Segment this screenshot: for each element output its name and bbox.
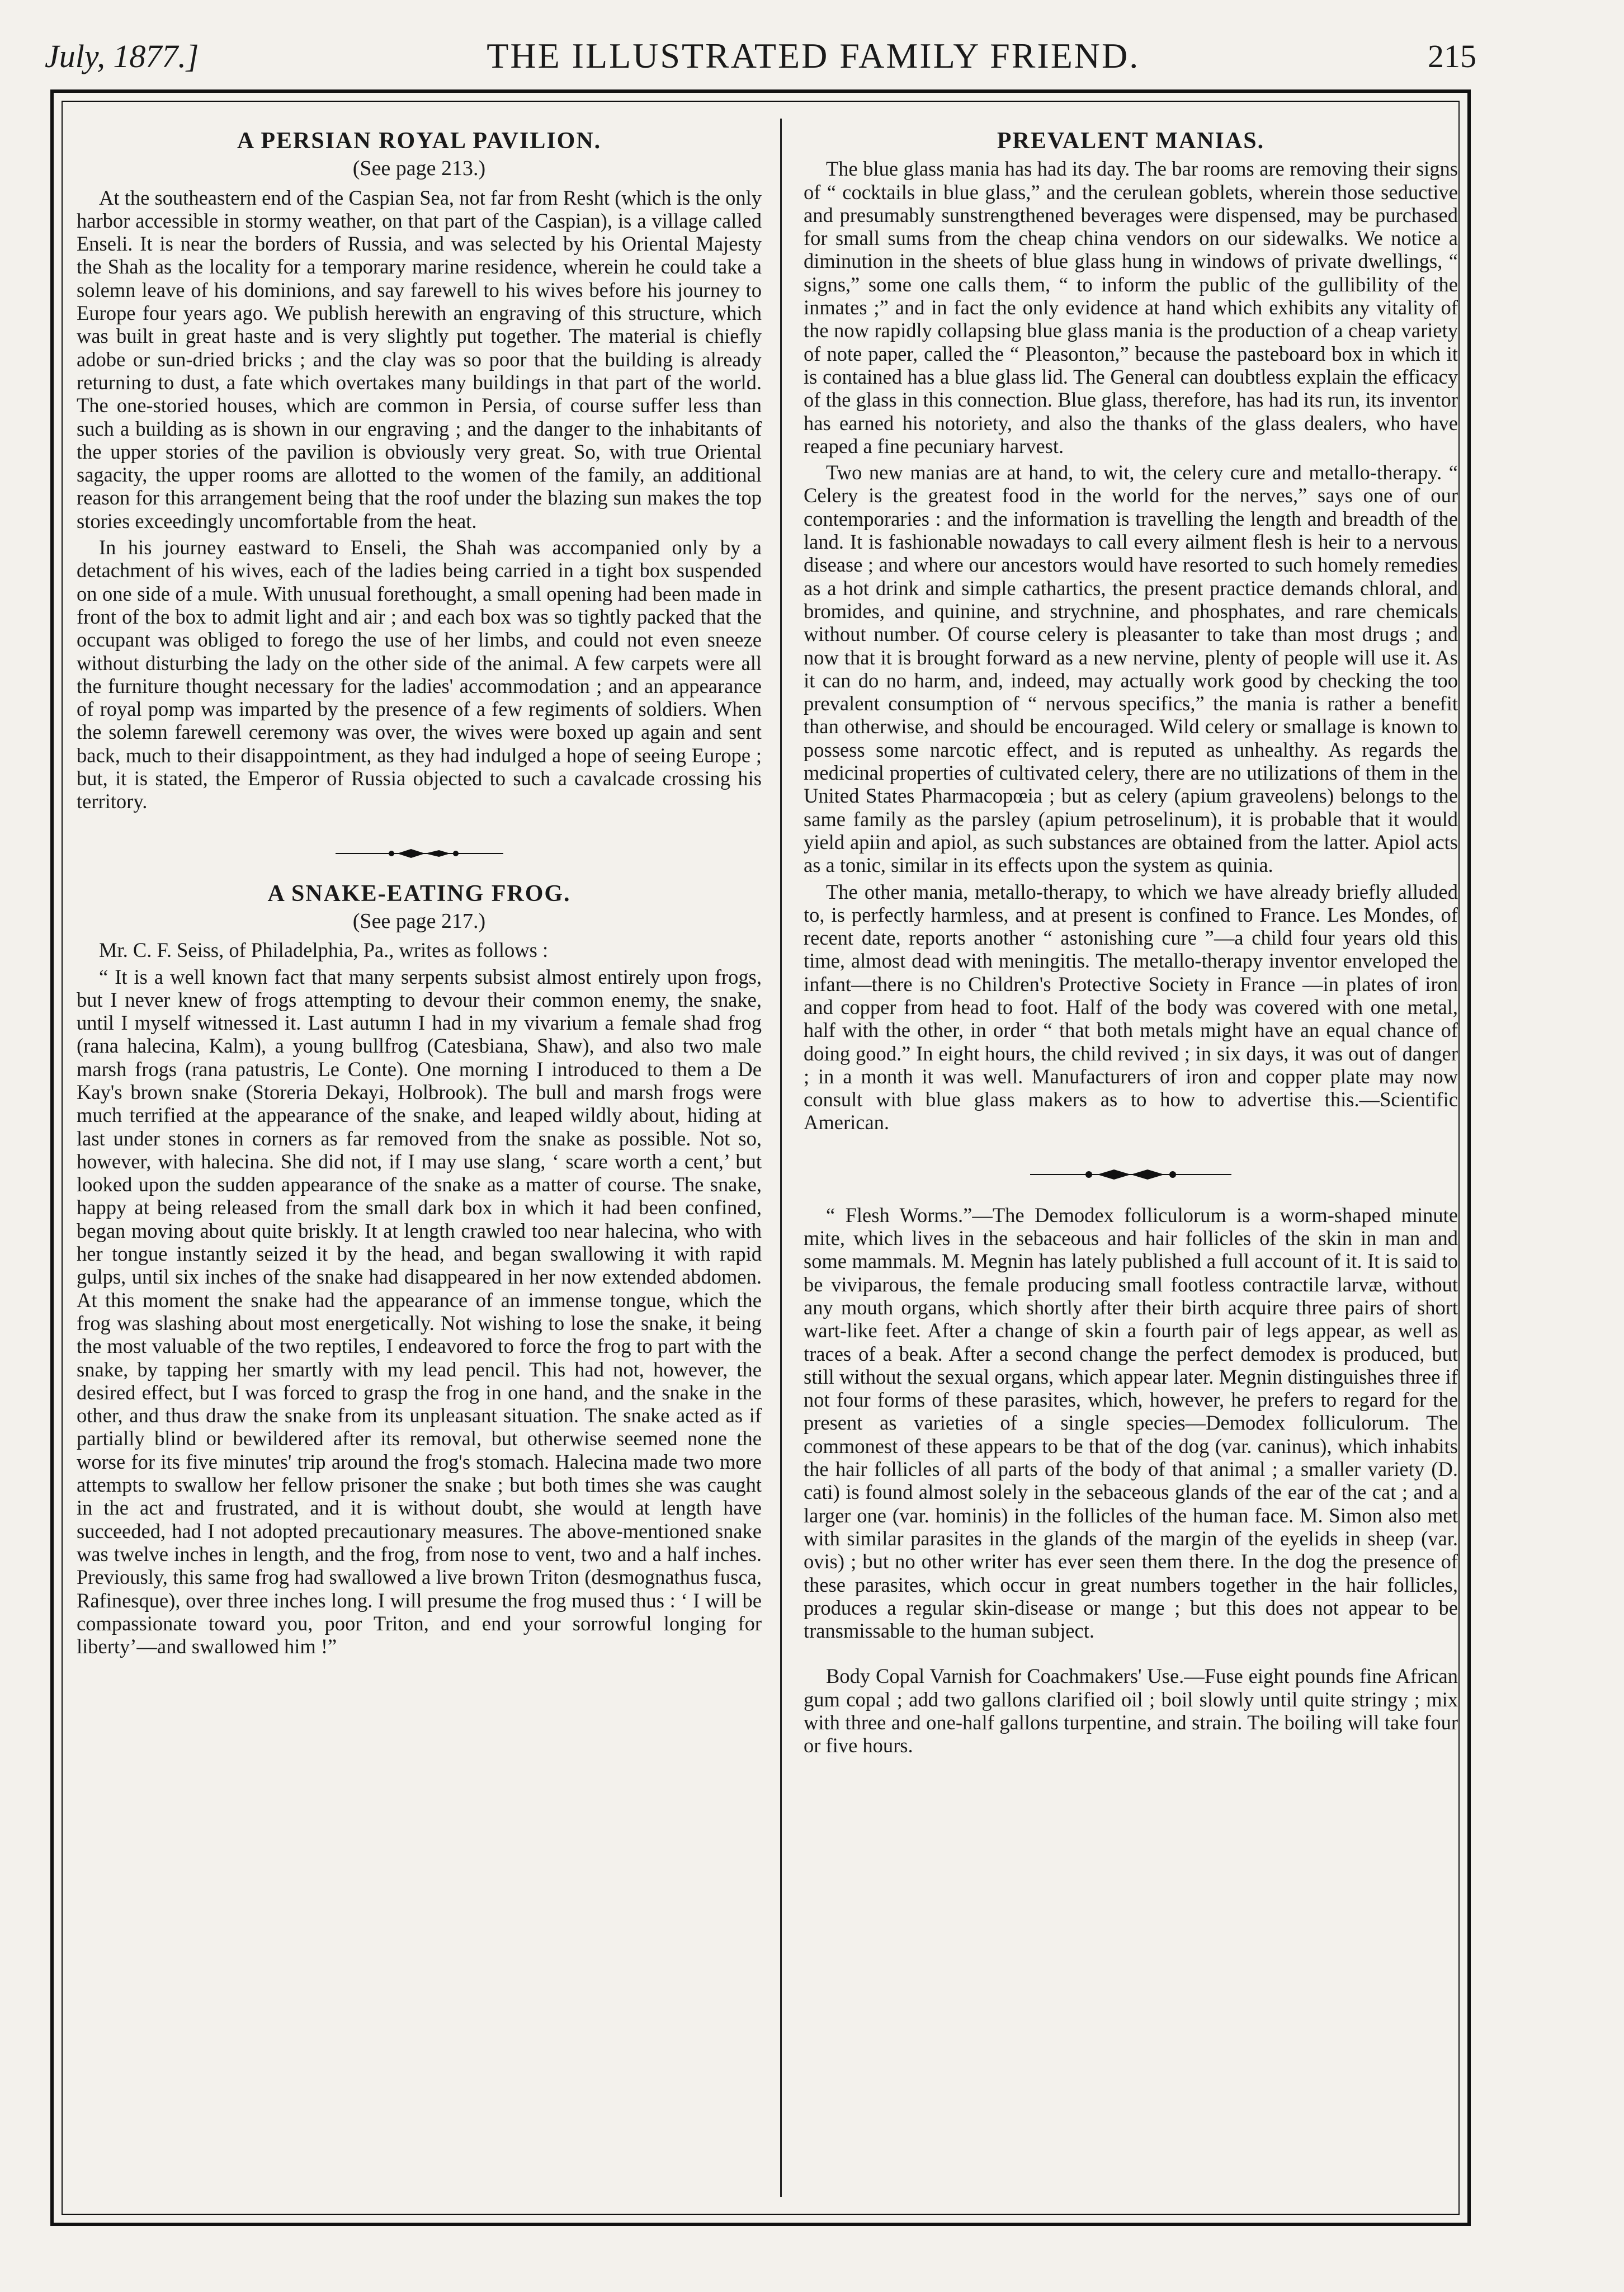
page-frame-inner <box>62 101 1460 2215</box>
ornamental-divider <box>77 847 762 860</box>
paragraph: “ Flesh Worms.”—The Demodex folliculorum is a worm-shaped minute mite, which lives in the sebaceous and hair follicles of the skin in man and some mammals. M. Megnin has lately published a full account of it. It is said to be viviparous, the female producing small footless contractile larvæ, without any mouth organs, which shortly after their birth acquire three pairs of short wart-like feet. After a change of skin a fourth pair of legs appear, as well as traces of a beak. After a second change the perfect demodex is produced, but still without the sexual organs, which appear later. Megnin distinguishes three if not four forms of these parasites, which, however, he prefers to regard for the present as varieties of a single species—Demodex folliculorum. The commonest of these appears to be that of the dog (var. caninus), which inhabits the hair follicles of all parts of the body of that animal ; a smaller variety (D. cati) is found almost solely in the sebaceous glands of the ear of the cat ; and a larger one (var. hominis) in the follicles of the human face. M. Simon also met with similar parasites in the glands of the margin of the eyelids in sheep (var. ovis) ; but no other writer has ever seen them there. In the dog the presence of these parasites, which occur in great numbers together in the hair follicles, produces a regular skin-disease or mange ; but this does not appear to be transmissable to the human subject. <box>804 1203 1458 1643</box>
ornament-icon <box>1030 1168 1231 1181</box>
see-page-note: (See page 213.) <box>352 157 486 181</box>
paragraph: “ It is a well known fact that many serpents subsist almost entirely upon frogs, but I never knew of frogs attempting to devour their common enemy, the snake, until I myself witnessed it. Last autumn I had in my vivarium a female shad frog (rana halecina, Kalm), a young bullfrog (Catesbiana, Shaw), and also two male marsh frogs (rana patustris, Le Conte). One morning I introduced to them a De Kay's brown snake (Storeria Dekayi, Holbrook). The bull and marsh frogs were much terrified at the appearance of the snake, and leaped wildly about, hiding at last under stones in corners as far removed from the snake as possible. Not so, however, with halecina. She did not, if I may use slang, ‘ scare worth a cent,’ but looked upon the sudden appearance of the snake as a matter of course. The snake, happy at being released from the small dark box in which it had been confined, began moving about quite briskly. It at length crawled too near halecina, who with her tongue instantly seized it by the head, and began swallowing it with rapid gulps, until six inches of the snake had disappeared in her now extended abdomen. At this moment the snake had the appearance of an immense tongue, which the frog was slashing about most energetically. Not wishing to lose the snake, it being the most valuable of the two reptiles, I endeavored to force the frog to part with the snake, by tapping her smartly with my lead pencil. This had not, however, the desired effect, but I was forced to grasp the frog in one hand, and the snake in the other, and thus draw the snake from its unpleasant situation. The snake acted as if partially blind or bewildered after its removal, but otherwise seemed none the worse for its five minutes' trip around the frog's stomach. Halecina made two more attempts to swallow her fellow prisoner the snake ; but both times she was caught in the act and frustrated, and it is without doubt, she would at length have succeeded, had I not adopted precautionary measures. The above-mentioned snake was twelve inches in length, and the frog, from nose to vent, two and a half inches. Previously, this same frog had swallowed a live brown Triton (desmognathus fusca, Rafinesque), over three inches long. I will presume the frog mused thus : ‘ I will be compassionate toward you, poor Triton, and end your sorrowful longing for liberty’—and swallowed him !” <box>77 965 762 1658</box>
paragraph: In his journey eastward to Enseli, the Shah was accompanied only by a detachment of his wives, each of the ladies being carried in a tight box suspended on one side of a mule. With unusual forethought, a small opening had been made in front of the box to admit light and air ; and each box was so tightly packed that the occupant was obliged to forego the use of her limbs, and could not even sneeze without disturbing the lady on the other side of the animal. A few carpets were all the furniture thought necessary for the ladies' accommodation ; and an appearance of royal pomp was imparted by the presence of a few regiments of soldiers. When the solemn farewell ceremony was over, the wives were boxed up again and sent back, much to their disappointment, as they had indulged a hope of seeing Europe ; but, it is stated, the Emperor of Russia objected to such a cavalcade crossing his territory. <box>77 536 762 813</box>
paragraph: Mr. C. F. Seiss, of Philadelphia, Pa., writes as follows : <box>99 939 549 962</box>
running-head <box>45 22 1476 89</box>
right-column <box>804 124 1458 2197</box>
paragraph-gap <box>804 1642 1458 1664</box>
ornamental-divider <box>804 1168 1458 1181</box>
paragraph: The blue glass mania has had its day. The bar rooms are removing their signs of “ cocktails in blue glass,” and the cerulean goblets, wherein those seductive and presumably sunstrengthened beverages were dispensed, may be purchased for small sums from the cheap china vendors on our sidewalks. We notice a diminution in the sheets of blue glass hung in windows of private dwellings, “ signs,” some one calls them, “ to inform the public of the gullibility of the inmates ;” and in fact the only evidence at hand which exhibits any vitality of the now rapidly collapsing blue glass mania is the production of a cheap variety of note paper, called the “ Pleasonton,” because the pasteboard box in which it is contained has a blue glass lid. The General can doubtless explain the efficacy of the glass in this connection. Blue glass, therefore, has had its run, its inventor has earned his notoriety, and also the thanks of the glass dealers, who have reaped a fine pecuniary harvest. <box>804 157 1458 458</box>
column-rule <box>780 119 782 2197</box>
paragraph: Body Copal Varnish for Coachmakers' Use.—Fuse eight pounds fine African gum copal ; add two gallons clarified oil ; boil slowly until quite stringy ; mix with three and one-half gallons turpentine, and strain. The boiling will take four or five hours. <box>804 1664 1458 1757</box>
paragraph: The other mania, metallo-therapy, to which we have already briefly alluded to, is perfectly harmless, and at present is confined to France. Les Mondes, of recent date, reports another “ astonishing cure ”—a child four years old this time, almost dead with meningitis. The metallo-therapy inventor enveloped the infant—there is no Children's Protective Society in France —in plates of iron and copper from head to foot. Half of the body was covered with one metal, half with the other, in order “ that both metals might have an equal chance of doing good.” In eight hours, the child revived ; in six days, it was out of danger ; in a month it was well. Manufacturers of iron and copper plate may now consult with blue glass makers as to how to advertise this.—Scientific American. <box>804 880 1458 1134</box>
paragraph: Two new manias are at hand, to wit, the celery cure and metallo-therapy. “ Celery is the greatest food in the world for the nerves,” says one of our contemporaries : and the information is travelling the length and breadth of the land. It is fashionable nowadays to call every ailment flesh is heir to a nervous disease ; and where our ancestors would have resorted to such homely remedies as a hot drink and simple cathartics, the present practice demands chloral, and bromides, and quinine, and strychnine, and phosphates, and rare chemicals without number. Of course celery is pleasanter to take than most drugs ; and now that it is brought forward as a new nervine, plenty of people will use it. As it can do no harm, and, indeed, may actually work good by checking the too prevalent consumption of “ nervous specifics,” the mania is rather a benefit than otherwise, and should be encouraged. Wild celery or smallage is known to possess some narcotic effect, and is reputed as unhealthy. As regards the medicinal properties of cultivated celery, there are no utilizations of them in the United States Pharmacopœia ; but as celery (apium graveolens) belongs to the same family as the parsley (apium petroselinum), it is probable that it would yield apiin and apiol, as such substances are obtained from the latter. Apiol acts as a tonic, similar in its effects upon the system as quinia. <box>804 461 1458 877</box>
left-column <box>77 124 762 2197</box>
publication-title: THE ILLUSTRATED FAMILY FRIEND. <box>487 36 1140 76</box>
article-title-prevalent-manias: PREVALENT MANIAS. <box>997 128 1265 154</box>
article-title-snake-eating-frog: A SNAKE-EATING FROG. <box>267 880 571 907</box>
page-number: 215 <box>1427 37 1476 74</box>
paragraph: At the southeastern end of the Caspian Sea, not far from Resht (which is the only harbor accessible in stormy weather, on that part of the Caspian), is a village called Enseli. It is near the borders of Russia, and was selected by his Oriental Majesty the Shah as the locality for a temporary marine residence, wherein he could take a solemn leave of his dominions, and say farewell to his wives before his journey to Europe four years ago. We publish herewith an engraving of this structure, which was built in great haste and is very slightly put together. The material is chiefly adobe or sun-dried bricks ; and the clay was so poor that the building is already returning to dust, a fate which overtakes many buildings in that part of the world. The one-storied houses, which are common in Persia, of course suffer less than such a building as is shown in our engraving ; and the danger to the inhabitants of the upper stories of the pavilion is obviously very great. So, with true Oriental sagacity, the upper rooms are allotted to the women of the family, an additional reason for this arrangement being that the roof under the blazing sun makes the top stories exceedingly uncomfortable from the heat. <box>77 186 762 532</box>
see-page-note: (See page 217.) <box>352 909 486 933</box>
article-title-persian-pavilion: A PERSIAN ROYAL PAVILION. <box>237 128 602 154</box>
ornament-icon <box>336 847 503 860</box>
issue-date: July, 1877.] <box>45 37 199 74</box>
page-frame <box>50 89 1471 2226</box>
